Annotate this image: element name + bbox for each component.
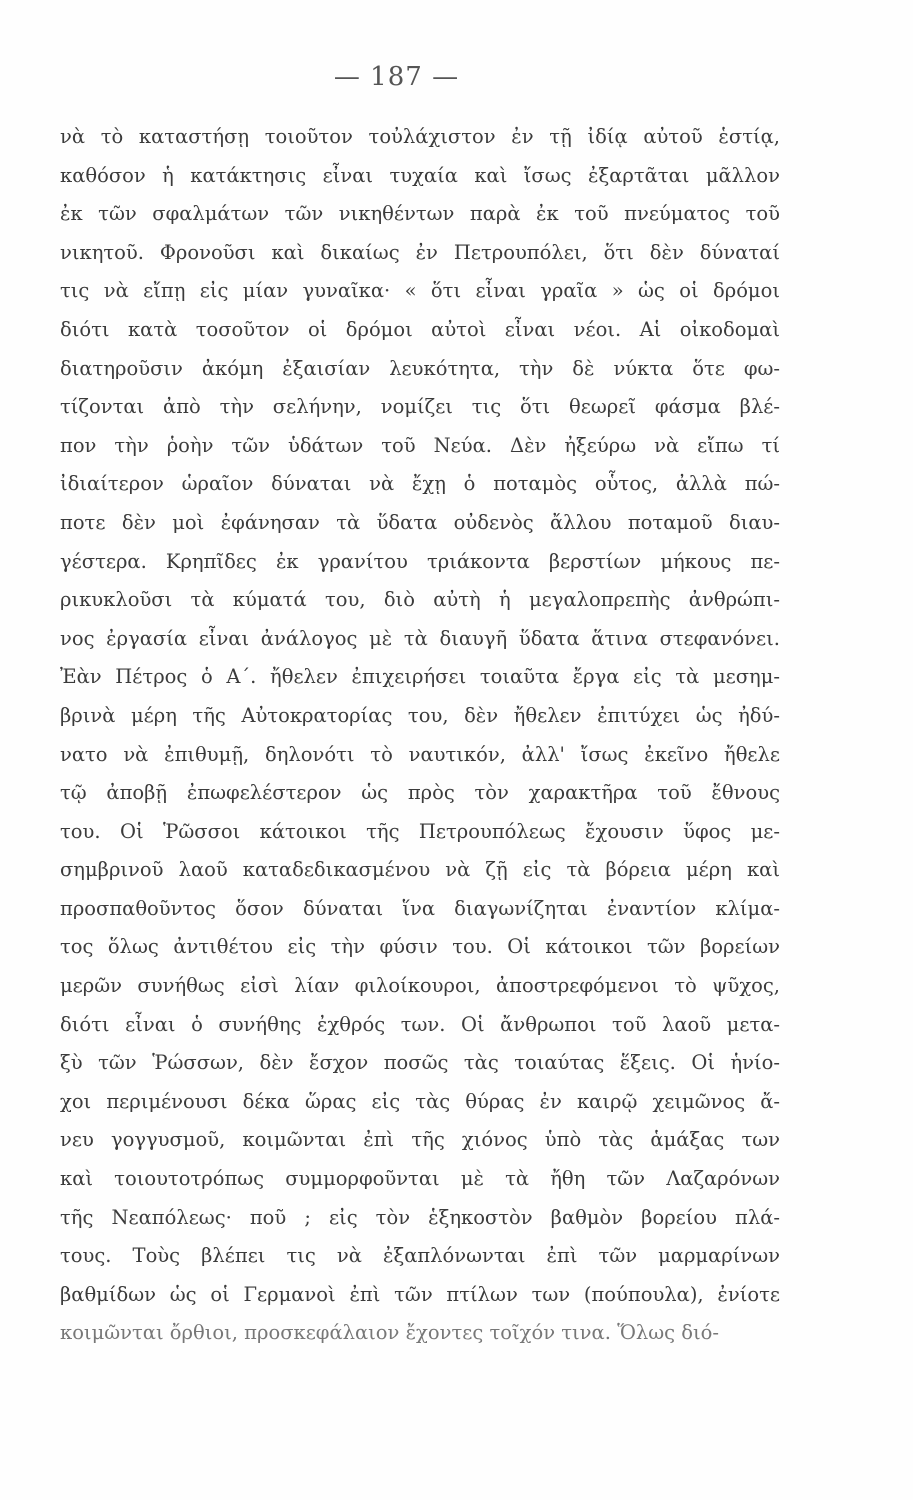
text-line: προσπαθοῦντος ὅσον δύναται ἵνα διαγωνίζηται ἐναντίον κλίμα- bbox=[60, 896, 780, 920]
text-line: διότι εἶναι ὁ συνήθης ἐχθρός των. Οἱ ἄνθρωποι τοῦ λαοῦ μετα- bbox=[60, 1012, 780, 1036]
text-line: μερῶν συνήθως εἰσὶ λίαν φιλοίκουροι, ἀποστρεφόμενοι τὸ ψῦχος, bbox=[60, 974, 780, 998]
text-line: νικητοῦ. Φρονοῦσι καὶ δικαίως ἐν Πετρουπόλει, ὅτι δὲν δύναταί bbox=[60, 240, 780, 264]
text-line: διατηροῦσιν ἀκόμη ἐξαισίαν λευκότητα, τὴν δὲ νύκτα ὅτε φω- bbox=[60, 356, 780, 380]
text-line: χοι περιμένουσι δέκα ὥρας εἰς τὰς θύρας ἐν καιρῷ χειμῶνος ἄ- bbox=[60, 1089, 780, 1113]
text-line: βρινὰ μέρη τῆς Αὐτοκρατορίας του, δὲν ἤθελεν ἐπιτύχει ὡς ἠδύ- bbox=[60, 703, 780, 727]
text-line: βαθμίδων ὡς οἱ Γερμανοὶ ἐπὶ τῶν πτίλων των (πούπουλα), ἐνίοτε bbox=[60, 1282, 780, 1306]
page-number: — 187 — bbox=[333, 62, 460, 92]
text-line: τος ὅλως ἀντιθέτου εἰς τὴν φύσιν του. Οἱ κάτοικοι τῶν βορείων bbox=[60, 935, 780, 959]
text-line: κοιμῶνται ὄρθιοι, προσκεφάλαιον ἔχοντες τοῖχόν τινα. Ὅλως διό- bbox=[60, 1321, 719, 1345]
text-line: του. Οἱ Ῥῶσσοι κάτοικοι τῆς Πετρουπόλεως ἔχουσιν ὕφος με- bbox=[60, 819, 780, 843]
text-line: ἰδιαίτερον ὡραῖον δύναται νὰ ἔχῃ ὁ ποταμὸς οὗτος, ἀλλὰ πώ- bbox=[60, 472, 780, 496]
text-line: νος ἐργασία εἶναι ἀνάλογος μὲ τὰ διαυγῆ ὕδατα ἅτινα στεφανόνει. bbox=[60, 626, 780, 650]
text-line: τῷ ἀποβῇ ἐπωφελέστερον ὡς πρὸς τὸν χαρακτῆρα τοῦ ἔθνους bbox=[60, 781, 780, 805]
text-line: τους. Τοὺς βλέπει τις νὰ ἐξαπλόνωνται ἐπὶ τῶν μαρμαρίνων bbox=[60, 1244, 780, 1268]
text-line: τίζονται ἀπὸ τὴν σελήνην, νομίζει τις ὅτι θεωρεῖ φάσμα βλέ- bbox=[60, 395, 780, 419]
text-line: σημβρινοῦ λαοῦ καταδεδικασμένου νὰ ζῇ εἰς τὰ βόρεια μέρη καὶ bbox=[60, 858, 780, 882]
text-line: ξὺ τῶν Ῥώσσων, δὲν ἔσχον ποσῶς τὰς τοιαύτας ἕξεις. Οἱ ἡνίο- bbox=[60, 1051, 780, 1075]
text-line: καὶ τοιουτοτρόπως συμμορφοῦνται μὲ τὰ ἤθη τῶν Λαζαρόνων bbox=[60, 1167, 780, 1191]
body-text bbox=[60, 118, 780, 1353]
text-line: τῆς Νεαπόλεως· ποῦ ; εἰς τὸν ἑξηκοστὸν βαθμὸν βορείου πλά- bbox=[60, 1205, 780, 1229]
text-line: τις νὰ εἴπῃ εἰς μίαν γυναῖκα· « ὅτι εἶναι γραῖα » ὡς οἱ δρόμοι bbox=[60, 279, 780, 303]
text-line: γέστερα. Κρηπῖδες ἐκ γρανίτου τριάκοντα βερστίων μήκους πε- bbox=[60, 549, 780, 573]
text-line: νευ γογγυσμοῦ, κοιμῶνται ἐπὶ τῆς χιόνος ὑπὸ τὰς ἁμάξας των bbox=[60, 1128, 780, 1152]
text-line: νατο νὰ ἐπιθυμῇ, δηλονότι τὸ ναυτικόν, ἀλλ' ἴσως ἐκεῖνο ἤθελε bbox=[60, 742, 780, 766]
text-line: διότι κατὰ τοσοῦτον οἱ δρόμοι αὐτοὶ εἶναι νέοι. Αἱ οἰκοδομαὶ bbox=[60, 317, 780, 341]
text-line: καθόσον ἡ κατάκτησις εἶναι τυχαία καὶ ἴσως ἐξαρτᾶται μᾶλλον bbox=[60, 163, 780, 187]
text-line: ποτε δὲν μοὶ ἐφάνησαν τὰ ὕδατα οὐδενὸς ἄλλου ποταμοῦ διαυ- bbox=[60, 510, 780, 534]
text-line: ρικυκλοῦσι τὰ κύματά του, διὸ αὐτὴ ἡ μεγαλοπρεπὴς ἀνθρώπι- bbox=[60, 588, 780, 612]
text-line: πον τὴν ῥοὴν τῶν ὑδάτων τοῦ Νεύα. Δὲν ἠξεύρω νὰ εἴπω τί bbox=[60, 433, 780, 457]
text-line: νὰ τὸ καταστήσῃ τοιοῦτον τοὐλάχιστον ἐν τῇ ἰδίᾳ αὐτοῦ ἑστίᾳ, bbox=[60, 125, 780, 148]
text-line: Ἐὰν Πέτρος ὁ Α΄. ἤθελεν ἐπιχειρήσει τοιαῦτα ἔργα εἰς τὰ μεσημ- bbox=[60, 665, 780, 689]
text-line: ἐκ τῶν σφαλμάτων τῶν νικηθέντων παρὰ ἐκ τοῦ πνεύματος τοῦ bbox=[60, 202, 780, 226]
